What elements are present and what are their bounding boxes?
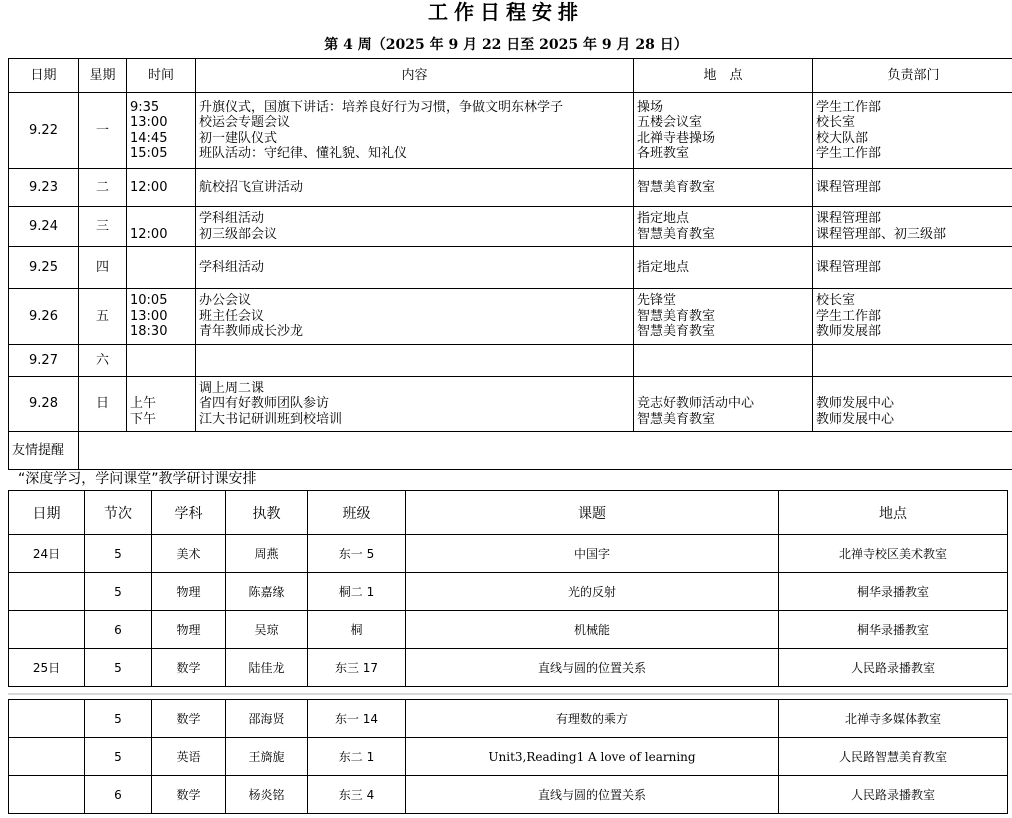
schedule-items-line: 航校招飞宣讲活动 (199, 179, 304, 195)
page-title: 工作日程安排 (428, 0, 584, 24)
schedule-times-line: 12:00 (130, 179, 168, 195)
lesson-subject: 物理 (152, 611, 226, 649)
schedule-places (634, 169, 813, 207)
schedule-times-line: 14:45 (130, 130, 168, 146)
lesson-table-part2 (8, 699, 1008, 814)
schedule-depts-line (816, 381, 1011, 397)
schedule-depts (813, 207, 1012, 247)
lesson-teacher: 吴琼 (226, 611, 308, 649)
schedule-date: 9.23 (9, 169, 79, 207)
schedule-depts-line: 校长室 (816, 115, 856, 130)
schedule-times-line: 上午 (130, 396, 157, 412)
schedule-items-line: 班队活动：守纪律、懂礼貌、知礼仪 (199, 146, 408, 161)
schedule-items-line: 升旗仪式，国旗下讲话：培养良好行为习惯，争做文明东林学子 (199, 99, 564, 115)
lesson-subject: 美术 (152, 535, 226, 573)
schedule-weekday: 三 (79, 207, 127, 247)
lesson-date (9, 738, 85, 776)
schedule-depts-line: 学生工作部 (816, 308, 882, 324)
lesson-subject: 数学 (152, 649, 226, 687)
reminder-row (9, 432, 1012, 470)
lesson-topic: 光的反射 (406, 573, 779, 611)
schedule-date: 9.22 (9, 93, 79, 169)
schedule-items-line: 班主任会议 (199, 308, 265, 324)
lesson-date: 24日 (9, 535, 85, 573)
lesson-place: 北禅寺校区美术教室 (779, 535, 1008, 573)
schedule-items-line (199, 353, 630, 369)
schedule-places-line: 竞志好教师活动中心 (637, 396, 755, 412)
header-weekday: 星期 (79, 59, 127, 93)
schedule-places (634, 377, 813, 432)
schedule-places-line: 指定地点 (637, 259, 690, 275)
schedule-depts-line: 校长室 (816, 293, 856, 309)
lesson-topic: Unit3,Reading1 A love of learning (406, 738, 779, 776)
lesson-subject: 英语 (152, 738, 226, 776)
schedule-times-line (130, 353, 192, 369)
lesson-header-date: 日期 (9, 491, 85, 535)
schedule-row (9, 169, 1012, 207)
schedule-times-line: 13:00 (130, 115, 168, 130)
schedule-places (634, 207, 813, 247)
schedule-items-line: 校运会专题会议 (199, 115, 291, 130)
week-subtitle: 第 4 周（2025 年 9 月 22 日至 2025 年 9 月 28 日） (324, 37, 688, 53)
schedule-times-line: 12:00 (130, 226, 168, 242)
schedule-places-line: 操场 (637, 99, 664, 115)
schedule-table (8, 58, 1012, 470)
schedule-times-line (130, 260, 192, 276)
schedule-depts-line: 教师发展中心 (816, 411, 895, 427)
lesson-row (9, 649, 1008, 687)
lesson-period: 6 (85, 611, 152, 649)
schedule-times (127, 247, 196, 289)
lesson-class: 东一 5 (308, 535, 406, 573)
lesson-period: 5 (85, 700, 152, 738)
schedule-weekday: 四 (79, 247, 127, 289)
lesson-place: 北禅寺多媒体教室 (779, 700, 1008, 738)
schedule-date: 9.27 (9, 345, 79, 377)
schedule-row (9, 289, 1012, 345)
lesson-class: 东二 1 (308, 738, 406, 776)
schedule-depts-line: 课程管理部 (816, 179, 882, 195)
lesson-header-class: 班级 (308, 491, 406, 535)
schedule-depts (813, 169, 1012, 207)
schedule-times-line: 13:00 (130, 308, 168, 324)
schedule-depts-line: 课程管理部 (816, 211, 882, 226)
schedule-depts (813, 289, 1012, 345)
schedule-places-line: 智慧美育教室 (637, 226, 716, 242)
schedule-depts (813, 247, 1012, 289)
schedule-times-line: 18:30 (130, 324, 168, 340)
schedule-items-line: 省四有好教师团队参访 (199, 396, 330, 412)
lesson-date (9, 776, 85, 814)
lesson-teacher: 邵海贤 (226, 700, 308, 738)
lesson-place: 人民路录播教室 (779, 776, 1008, 814)
lesson-header-place: 地点 (779, 491, 1008, 535)
lesson-row (9, 611, 1008, 649)
schedule-places (634, 247, 813, 289)
schedule-weekday: 六 (79, 345, 127, 377)
lesson-class: 东三 4 (308, 776, 406, 814)
schedule-times-line (130, 211, 192, 227)
lesson-topic: 有理数的乘方 (406, 700, 779, 738)
lesson-topic: 中国字 (406, 535, 779, 573)
schedule-times-line: 9:35 (130, 99, 160, 115)
schedule-times (127, 345, 196, 377)
schedule-places (634, 289, 813, 345)
schedule-places-line (637, 381, 809, 397)
schedule-places-line: 先锋堂 (637, 293, 677, 309)
schedule-row (9, 377, 1012, 432)
schedule-times (127, 169, 196, 207)
schedule-depts-line: 课程管理部 (816, 259, 882, 275)
schedule-date: 9.25 (9, 247, 79, 289)
schedule-items-line: 青年教师成长沙龙 (199, 324, 304, 340)
lesson-date (9, 700, 85, 738)
schedule-weekday: 五 (79, 289, 127, 345)
lesson-row (9, 776, 1008, 814)
schedule-items (196, 169, 634, 207)
lesson-row (9, 700, 1008, 738)
lesson-teacher: 杨炎铭 (226, 776, 308, 814)
schedule-places-line: 智慧美育教室 (637, 308, 716, 324)
schedule-items (196, 247, 634, 289)
lesson-table-part1 (8, 490, 1008, 687)
schedule-places-line: 指定地点 (637, 211, 690, 226)
schedule-times-line: 15:05 (130, 146, 168, 161)
lesson-teacher: 周燕 (226, 535, 308, 573)
lesson-class: 桐 (308, 611, 406, 649)
lesson-subject: 数学 (152, 700, 226, 738)
schedule-items (196, 207, 634, 247)
schedule-header-row (9, 59, 1012, 93)
lesson-place: 人民路录播教室 (779, 649, 1008, 687)
lesson-class: 桐二 1 (308, 573, 406, 611)
schedule-date: 9.24 (9, 207, 79, 247)
header-content: 内容 (196, 59, 634, 93)
schedule-date: 9.28 (9, 377, 79, 432)
lesson-teacher: 陆佳龙 (226, 649, 308, 687)
schedule-times-line: 下午 (130, 411, 157, 427)
lesson-place: 桐华录播教室 (779, 611, 1008, 649)
schedule-depts (813, 345, 1012, 377)
lesson-period: 5 (85, 738, 152, 776)
header-date: 日期 (9, 59, 79, 93)
schedule-times (127, 207, 196, 247)
schedule-depts (813, 93, 1012, 169)
schedule-times-line: 10:05 (130, 293, 168, 309)
lesson-header-subject: 学科 (152, 491, 226, 535)
schedule-items (196, 289, 634, 345)
schedule-items-line: 学科组活动 (199, 211, 265, 226)
lesson-subject: 数学 (152, 776, 226, 814)
reminder-text (79, 432, 1012, 470)
lesson-header-period: 节次 (85, 491, 152, 535)
schedule-times (127, 289, 196, 345)
schedule-items-line: 初一建队仪式 (199, 130, 278, 146)
schedule-depts-line: 学生工作部 (816, 146, 882, 161)
lesson-class: 东一 14 (308, 700, 406, 738)
schedule-depts-line: 教师发展部 (816, 324, 882, 340)
lesson-place: 桐华录播教室 (779, 573, 1008, 611)
lesson-place: 人民路智慧美育教室 (779, 738, 1008, 776)
lesson-teacher: 王旖旎 (226, 738, 308, 776)
schedule-row (9, 247, 1012, 289)
schedule-weekday: 日 (79, 377, 127, 432)
header-place: 地 点 (634, 59, 813, 93)
schedule-times-line (130, 381, 192, 397)
lesson-teacher: 陈嘉缘 (226, 573, 308, 611)
lesson-period: 5 (85, 649, 152, 687)
schedule-items-line: 学科组活动 (199, 259, 265, 275)
lesson-date: 25日 (9, 649, 85, 687)
schedule-items-line: 江大书记研训班到校培训 (199, 411, 343, 427)
schedule-items-line: 办公会议 (199, 293, 252, 309)
lesson-header-teacher: 执教 (226, 491, 308, 535)
lesson-date (9, 611, 85, 649)
schedule-row (9, 345, 1012, 377)
schedule-items-line: 调上周二课 (199, 380, 265, 396)
schedule-places-line: 智慧美育教室 (637, 324, 716, 340)
page-break-line (8, 693, 1012, 695)
lesson-period: 6 (85, 776, 152, 814)
lesson-period: 5 (85, 535, 152, 573)
schedule-places-line: 各班教室 (637, 146, 690, 161)
schedule-depts-line: 学生工作部 (816, 99, 882, 115)
lesson-class: 东三 17 (308, 649, 406, 687)
lesson-row (9, 738, 1008, 776)
lesson-subject: 物理 (152, 573, 226, 611)
schedule-weekday: 二 (79, 169, 127, 207)
schedule-items (196, 377, 634, 432)
header-time: 时间 (127, 59, 196, 93)
schedule-times (127, 377, 196, 432)
schedule-items-line: 初三级部会议 (199, 226, 278, 242)
schedule-places-line: 智慧美育教室 (637, 411, 716, 427)
schedule-items (196, 345, 634, 377)
lesson-date (9, 573, 85, 611)
schedule-times (127, 93, 196, 169)
schedule-places-line: 五楼会议室 (637, 115, 703, 130)
lesson-header-row (9, 491, 1008, 535)
schedule-places-line: 北禅寺巷操场 (637, 130, 716, 146)
lesson-header-topic: 课题 (406, 491, 779, 535)
schedule-depts-line (816, 353, 1011, 369)
schedule-depts-line: 校大队部 (816, 130, 869, 146)
lesson-topic: 机械能 (406, 611, 779, 649)
lesson-row (9, 535, 1008, 573)
lesson-row (9, 573, 1008, 611)
schedule-places-line (637, 353, 809, 369)
schedule-weekday: 一 (79, 93, 127, 169)
lesson-period: 5 (85, 573, 152, 611)
schedule-depts-line: 教师发展中心 (816, 396, 895, 412)
lesson-topic: 直线与圆的位置关系 (406, 776, 779, 814)
schedule-row (9, 93, 1012, 169)
schedule-date: 9.26 (9, 289, 79, 345)
schedule-row (9, 207, 1012, 247)
schedule-depts (813, 377, 1012, 432)
lesson-topic: 直线与圆的位置关系 (406, 649, 779, 687)
schedule-items (196, 93, 634, 169)
schedule-places (634, 345, 813, 377)
schedule-places-line: 智慧美育教室 (637, 179, 716, 195)
schedule-depts-line: 课程管理部、初三级部 (816, 226, 947, 242)
reminder-label: 友情提醒 (9, 432, 79, 470)
schedule-places (634, 93, 813, 169)
lesson-section-title: “深度学习，学问课堂”教学研讨课安排 (18, 471, 257, 487)
header-dept: 负责部门 (813, 59, 1012, 93)
